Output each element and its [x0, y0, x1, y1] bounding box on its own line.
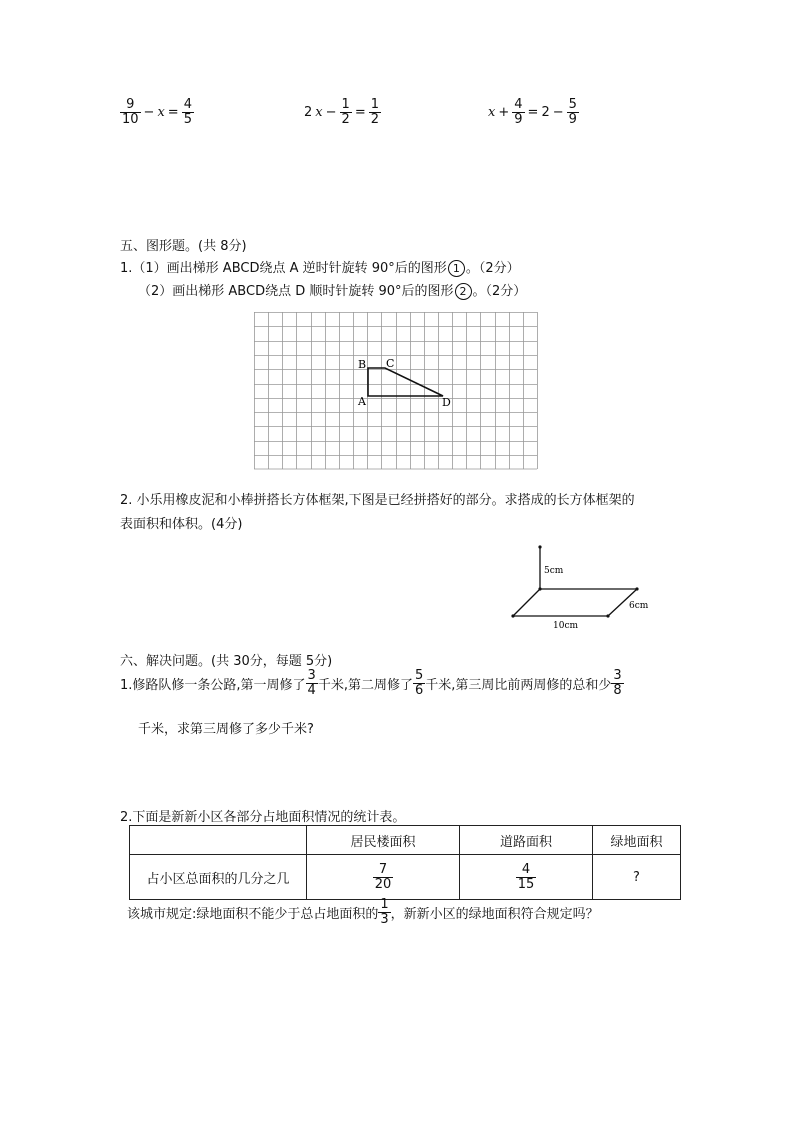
fraction: $\frac{4}{15}$: [517, 861, 535, 892]
fraction: $\frac{5}{9}$: [568, 97, 577, 127]
fraction: $\frac{1}{3}$: [380, 897, 389, 927]
depth-label: 6cm: [629, 601, 649, 611]
trapezoid-abcd: [368, 368, 443, 396]
equation-2: 2 x − $\frac{1}{2}$ = $\frac{1}{2}$: [304, 97, 379, 127]
table-row: 占小区总面积的几分之几 $\frac{7}{20}$ $\frac{4}{15}$ ?: [130, 855, 681, 900]
fraction: $\frac{3}{4}$: [307, 668, 316, 698]
fraction: $\frac{7}{20}$: [374, 861, 392, 892]
s6-q2-intro: 2.下面是新新小区各部分占地面积情况的统计表。: [120, 810, 406, 825]
fraction: $\frac{9}{10}$: [122, 97, 139, 127]
label-a: A: [358, 395, 366, 408]
circled-number: 2: [455, 283, 472, 300]
height-label: 5cm: [544, 566, 564, 576]
length-label: 10cm: [553, 621, 579, 631]
label-d: D: [442, 396, 451, 409]
q1-line2: （2）画出梯形 ABCD绕点 D 顺时针旋转 90°后的图形 2 。（2分）: [138, 284, 527, 299]
label-c: C: [386, 357, 395, 370]
box-frame-figure: [505, 540, 655, 635]
q2-line1: 2. 小乐用橡皮泥和小棒拼搭长方体框架,下图是已经拼搭好的部分。求搭成的长方体框架的: [120, 493, 635, 508]
grid-figure: [254, 312, 538, 470]
equation-1: $\frac{9}{10}$ − x = $\frac{4}{5}$: [122, 97, 192, 127]
circled-number: 1: [448, 260, 465, 277]
s6-q1-line2: 千米，求第三周修了多少千米?: [138, 722, 314, 737]
fraction: $\frac{4}{5}$: [183, 97, 192, 127]
label-b: B: [358, 358, 367, 371]
fraction: $\frac{1}{2}$: [341, 97, 350, 127]
fraction: $\frac{3}{8}$: [613, 668, 622, 698]
fraction: $\frac{5}{6}$: [414, 668, 424, 698]
equation-3: x + $\frac{4}{9}$ = 2 − $\frac{5}{9}$: [488, 97, 577, 127]
fraction: $\frac{4}{9}$: [514, 97, 523, 127]
s6-q1-line1: 1.修路队修一条公路,第一周修了 $\frac{3}{4}$ 千米,第二周修了 $\frac{5}{6}$ 千米,第三周比前两周修的总和少 $\frac{3}{8}$: [120, 668, 622, 698]
stat-table: [129, 825, 681, 900]
section6-heading: 六、解决问题。(共 30分，每题 5分): [120, 654, 333, 669]
table-header-row: 居民楼面积 道路面积 绿地面积: [130, 826, 681, 855]
section5-heading: 五、图形题。(共 8分): [120, 239, 247, 254]
q1-line1: 1.（1）画出梯形 ABCD绕点 A 逆时针旋转 90°后的图形 1 。（2分）: [120, 261, 520, 276]
s6-q2-question: 该城市规定:绿地面积不能少于总占地面积的 $\frac{1}{3}$ ，新新小区的绿地面积符合规定吗？: [127, 897, 599, 927]
fraction: $\frac{1}{2}$: [370, 97, 379, 127]
q2-line2: 表面积和体积。(4分): [120, 517, 243, 532]
